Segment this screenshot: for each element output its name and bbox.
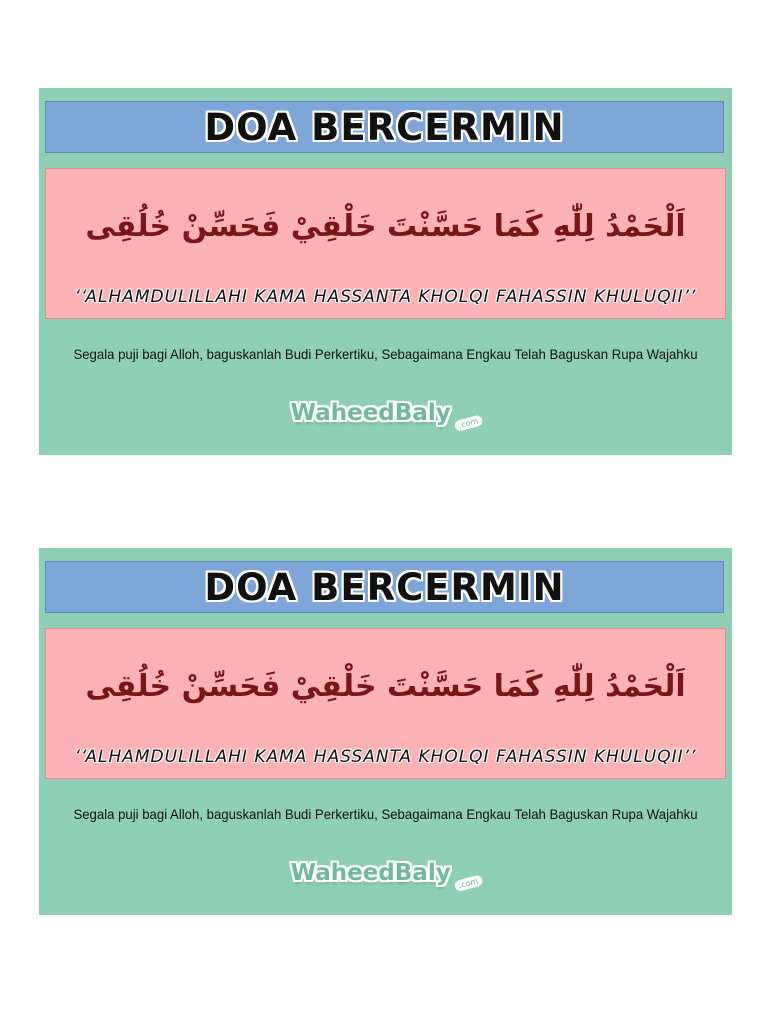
meaning-text: Segala puji bagi Alloh, baguskanlah Budi Perkertiku, Sebagaimana Engkau Telah Baguskan Rupa Wajahku: [73, 806, 698, 822]
watermark-suffix: .com: [453, 414, 483, 432]
meaning-text: Segala puji bagi Alloh, baguskanlah Budi Perkertiku, Sebagaimana Engkau Telah Baguskan Rupa Wajahku: [73, 346, 698, 362]
watermark-text: WaheedBaly: [290, 400, 451, 426]
arabic-box: [45, 628, 726, 779]
card-title: DOA BERCERMIN: [204, 105, 565, 149]
title-bar: [45, 561, 724, 613]
prayer-card-2: [39, 548, 732, 915]
transliteration-text: ‘‘ALHAMDULILLAHI KAMA HASSANTA KHOLQI FAHASSIN KHULUQII’’: [74, 747, 697, 767]
arabic-prayer-text: اَلْحَمْدُ لِلّٰهِ كَمَا حَسَّنْتَ خَلْقِيْ فَحَسِّنْ خُلُقِى: [85, 209, 686, 244]
title-bar: [45, 101, 724, 153]
card-title: DOA BERCERMIN: [204, 565, 565, 609]
watermark-suffix: .com: [453, 874, 483, 892]
watermark-logo: [39, 860, 732, 891]
watermark-text: WaheedBaly: [290, 860, 451, 886]
prayer-card-1: [39, 88, 732, 455]
arabic-prayer-text: اَلْحَمْدُ لِلّٰهِ كَمَا حَسَّنْتَ خَلْقِيْ فَحَسِّنْ خُلُقِى: [85, 669, 686, 704]
transliteration-text: ‘‘ALHAMDULILLAHI KAMA HASSANTA KHOLQI FAHASSIN KHULUQII’’: [74, 287, 697, 307]
arabic-box: [45, 168, 726, 319]
watermark-logo: [39, 400, 732, 431]
